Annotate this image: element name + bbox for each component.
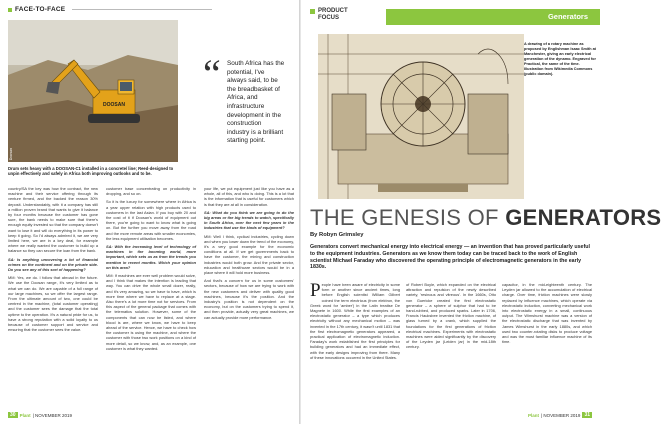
magazine-name: Plant bbox=[19, 412, 31, 418]
title-plain: THE GENESIS OF bbox=[310, 205, 506, 230]
paragraph: eople have been aware of electricity in some form or another since ancient times, long before English scientist William Gilbert coined the term electricus (from elektron, the Greek word for 'amber') in the Latin treatise De Magnete in 1600. While the first examples of an electrostatic generator – a type which produces electricity without any mechanical motion – was invented in the 17th century, it wasn't until 1831 that the first electromagnetic generators appeared, a practical application of electromagnetic induction. Faraday's work established the first principles for building generators and had an immediate effect, with the early designs improving from there. Many of these innovations occurred in the United States. bbox=[310, 282, 400, 360]
engraving-illustration bbox=[318, 34, 524, 199]
paragraph: of Robert Boyle, which expanded on the electrical attraction and repulsion of the newly described variety, 'resinous and vitreous'. In the 1660s, Otto von Guericke created the first electrostatic generator – a sphere of sulphur that had to be hand-rubbed, and produced sparks. Later in 1706, Francis Hauksbee invented the friction machine, of glass turned by a crank, which supplied the foundations for the first generations of friction electrical machines. Experiments with electrostatic machines were aided significantly by the discovery of the Leyden jar (Leiden jar) in the mid-18th century. bbox=[406, 282, 496, 350]
paragraph: MM: Yes, we do. I follow that abroad in the future. We use the Doosan range, it's very limited as to what we can do. We are capable of a full range of our large machines, so we offer the largest range. From the ultimate amount of two, one could be centred in the machine, (total customer operating) and the customer sees the damage that the total uptime to the operation. It's a natural pride for us, to have a strong reputation with a solid loyalty to us because of customer support and service and ensuring that the customer sees the value. bbox=[8, 275, 98, 333]
section-header bbox=[310, 8, 348, 21]
byline: By Robyn Grimsley bbox=[310, 232, 364, 238]
left-footer bbox=[8, 412, 72, 418]
title-bold: GENERATORS bbox=[505, 205, 661, 230]
historic-machine-engraving bbox=[318, 34, 524, 199]
paragraph: customer base concentrating on productivity in dropping, and so on. bbox=[106, 186, 196, 197]
section-marker-icon bbox=[8, 8, 12, 12]
right-column-2 bbox=[406, 282, 496, 353]
paragraph: MM: Well I think, cyclical industries, cycling down and when you lower down the trend of the economy, it's a very good example for the economic conditions at all. If we get governments back to have the customer, the mining and construction industries would both grow. And the private sector, education and healthcare sectors would be in a place where it will hold more business. bbox=[204, 233, 294, 276]
standfirst: Generators convert mechanical energy into electrical energy — an invention that has proved particularly useful to the equipment industries. Generators as we know them today can be traced back to the work of English scientist Michael Faraday who discovered the operating principle of electromagnetic generators in the early 1830s. bbox=[310, 244, 590, 271]
section-rule bbox=[72, 9, 212, 10]
drop-cap: P bbox=[310, 280, 321, 301]
quote-mark-icon: “ bbox=[203, 51, 221, 96]
page-number: 31 bbox=[584, 412, 590, 418]
right-footer bbox=[528, 412, 592, 418]
section-banner bbox=[386, 9, 600, 25]
banner-title: Generators bbox=[547, 12, 588, 21]
svg-text:DOOSAN: DOOSAN bbox=[103, 102, 125, 108]
paragraph: capacitor, in the mid-eighteenth century. The Leyden jar allowed to the accumulation of electrical charge. Over time, friction machines were slowly replaced by influence machines, which operate via electrostatic induction, converting mechanical work into electrostatic energy in a small, continuous output. The Wimshurst machine was a version of the electrostatic discharge that was invented by James Wimshurst in the early 1880s, and which used two counter-rotating disks to produce voltage and was the most familiar influence machine of its time. bbox=[502, 282, 592, 345]
photo-caption: Drum sets heavy with a DOOSAN-C1 installed in a concrete/ line; Reed-designed to unpin effectively and safely in Africa both improving outlooks and to be. bbox=[8, 166, 174, 177]
article-title bbox=[310, 205, 661, 231]
paragraph: So it is the luxury for somewhere where in Africa is a year upper relation with high products used to customers in the last Asian. If you buy with 20 and the cost of it if Doosan's world of equipment out there, you're going to want to know what is going on. But the further you move away from the road and the more remote areas with smaller economies, the less equipment utilisation becomes. bbox=[106, 199, 196, 241]
issue-date: | NOVEMBER 2019 bbox=[541, 412, 581, 418]
issue-date: | NOVEMBER 2019 bbox=[32, 412, 73, 418]
section-label-line2: FOCUS bbox=[318, 14, 339, 21]
interview-question: SA: Is anything uncovering a lot of financial crimes on the continent and on the private side. Do you see any of this sort of happening? bbox=[8, 256, 98, 273]
section-marker-icon bbox=[310, 9, 315, 14]
excavator-photo bbox=[8, 20, 178, 162]
interview-question: SA: With the increasing level of technology of machines in the booming world, more important, which sets us as from the trends you mention in recent months. Which your opinion on this area? bbox=[106, 244, 196, 270]
left-column-1 bbox=[8, 186, 98, 335]
pull-quote-text: South Africa has the potential, I've always said, to be the breadbasket of Africa, and infrastructure development in the construction industry is a brilliant starting point. bbox=[227, 60, 285, 145]
paragraph: country/SA the key was how the contract, the new machine and their service offering through its venture firmed, and the backed the reason 30% deposit. Understandably, with it a company has still a million proven brand that wants to give it balance by four months because the customer has gone sure, the bank needs to make sure that there's enough equity invested so that the company doesn't want to lose it and will do everything in its power to keep it going. So I'd always admired it, we are very limited here, we are in a key deal, for example where we really wanted the customer to build up a balance so they can secure the loan from the bank. bbox=[8, 186, 98, 254]
paragraph: MM: If machines are ever well problem would solve, and I think that makes the intention is leading that way. You can drive the whole small dozer, really, and it's very amazing, so we have to have, which is more time where we have to replace at a stage. Also there's a lot more time not for services. From this aspect of the general package that comes with the telematics solution. However, some of the components that can now be listed, and where blood is are, where we know, we have to keep ahead of the service. Hence, we have to check how the customer is using the machine, and where the customer with those two work positions on a kind of more detail, so we know, and, as an example, one customer is what they wanted. bbox=[106, 273, 196, 351]
right-column-3 bbox=[502, 282, 592, 347]
left-column-2 bbox=[106, 186, 196, 354]
right-column-1 bbox=[310, 282, 400, 360]
paragraph: your life, we put equipment just like you have as a whole, all of this, and who is doing. This is a lot that is the information that is useful for customers which is that they are at all in consideration. bbox=[204, 186, 294, 207]
magazine-name: Plant bbox=[527, 412, 539, 418]
section-label: FACE-TO-FACE bbox=[15, 6, 66, 13]
page-number: 30 bbox=[10, 412, 16, 418]
left-column-3 bbox=[204, 186, 294, 323]
section-header bbox=[8, 6, 212, 13]
photo-credit: Doosan bbox=[9, 147, 13, 160]
page-gutter bbox=[299, 0, 301, 424]
section-label-line1: PRODUCT bbox=[318, 8, 348, 14]
engraving-caption: A drawing of a rotary machine as proposed by Englishman Isaac Smith at Manchester, giving an early electrical generation of the dynamo. Engraved for Practical, the same of the time. Illustration from Wikimedia Commons (public domain). bbox=[524, 42, 596, 76]
interview-question: SA: What do you think we are going to do the big areas or the big trends to watch, specifically in South Africa, over the next few years in the industries that use the kinds of equipment? bbox=[204, 209, 294, 231]
paragraph: And that's a concern for us in some customers' sectors, because of how we are trying to work with the new customers and deliver with quality good machines, because it's the position. And the industry's position is not dependent on the economy, but on the customers trying to spend it, and then provide, actually very great machines, we can actually provide more performance. bbox=[204, 278, 294, 320]
excavator-illustration bbox=[8, 20, 178, 162]
